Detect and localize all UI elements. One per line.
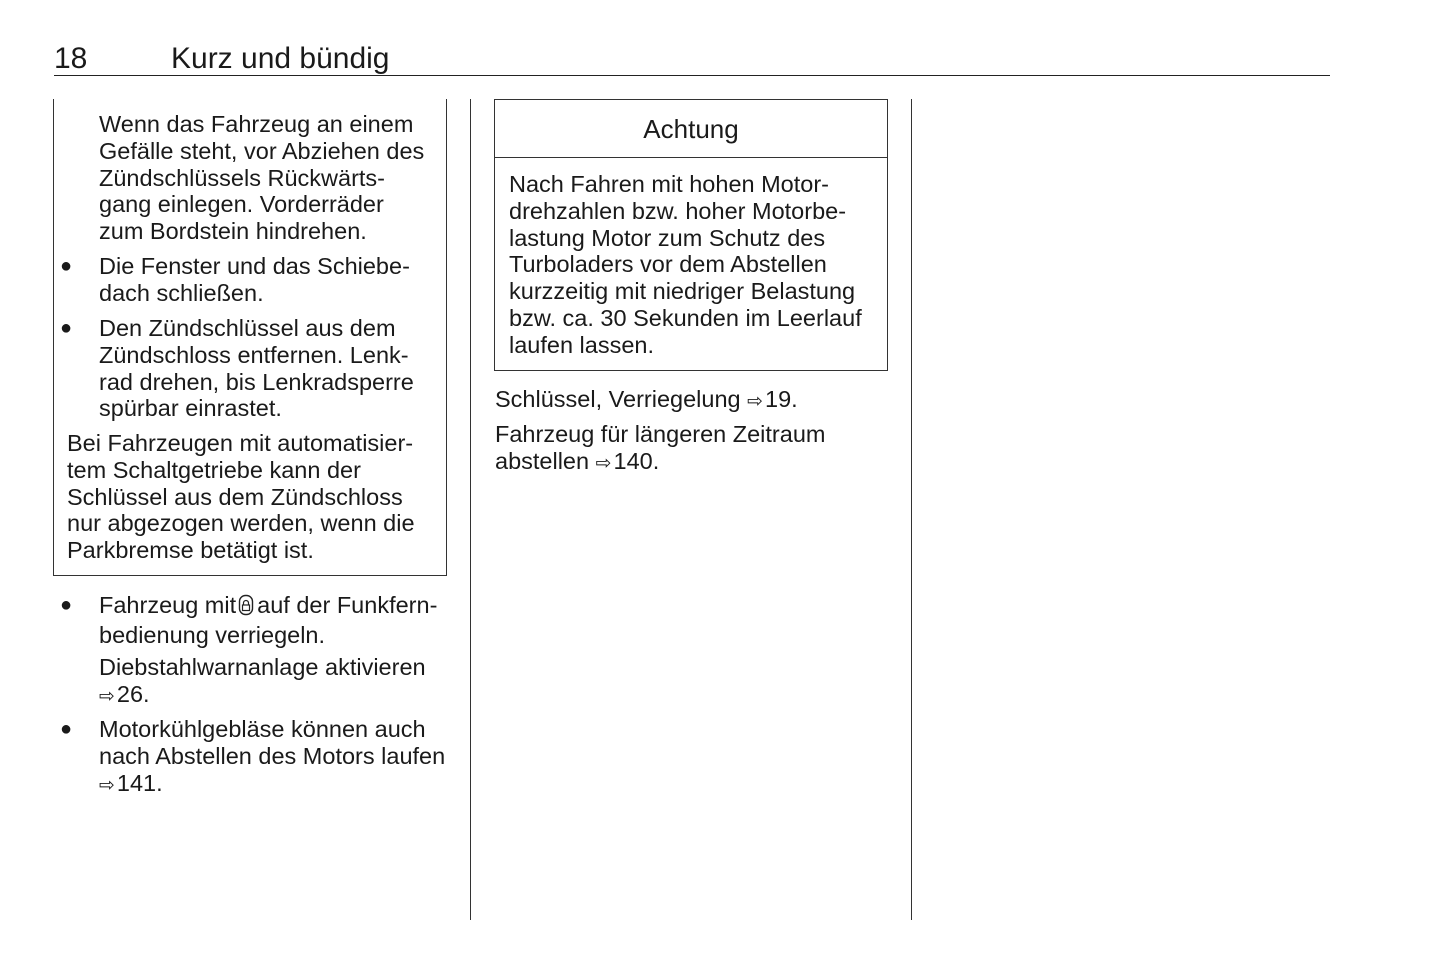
column-divider-2 [911,99,912,920]
bullet-icon: ● [60,255,73,277]
column-divider-1 [470,99,471,920]
bullet-icon: ● [60,718,73,740]
ref-arrow-icon: ⇨ [99,685,115,707]
cross-reference: Schlüssel, Verriegelung ⇨19. [495,386,798,416]
list-item: Die Fenster und das Schiebe- dach schließen. [99,253,410,306]
lock-icon [238,594,254,622]
sub-paragraph: Diebstahlwarnanlage aktivieren ⇨26. [99,654,426,711]
list-item: Motorkühlgebläse können auch nach Abstellen des Motors laufen ⇨141. [99,716,445,799]
page-reference[interactable]: 141. [116,769,163,796]
warning-header [495,100,887,158]
page-reference[interactable]: 140. [613,447,660,474]
list-item: Fahrzeug mit auf der Funkfern- bedienung verriegeln. [99,592,438,648]
ref-arrow-icon: ⇨ [747,391,764,412]
ref-arrow-icon: ⇨ [99,774,115,796]
page-title: Kurz und bündig [171,42,390,75]
continued-paragraph: Wenn das Fahrzeug an einem Gefälle steht, vor Abziehen des Zündschlüssels Rückwärts- gang einlegen. Vorderräder zum Bordstein hindrehen. [99,111,425,245]
warning-text: Nach Fahren mit hohen Motor- drehzahlen bzw. hoher Motorbe- lastung Motor zum Schutz des Turboladers vor dem Abstellen kurzzeitig mit niedriger Belastung bzw. ca. 30 Sekunden im Leerlauf laufen lassen. [509,171,862,358]
header-rule [54,75,1330,76]
page-number: 18 [54,42,88,75]
page-reference[interactable]: 26. [116,680,150,707]
bullet-icon: ● [60,594,73,616]
ref-arrow-icon: ⇨ [595,452,612,474]
list-item: Den Zündschlüssel aus dem Zündschloss entfernen. Lenk- rad drehen, bis Lenkradsperre spürbar einrastet. [99,315,414,422]
cross-reference: Fahrzeug für längeren Zeitraum abstellen ⇨140. [495,421,825,478]
bullet-icon: ● [60,317,73,339]
page-reference[interactable]: 19. [765,386,798,412]
note-paragraph: Bei Fahrzeugen mit automatisier- tem Schaltgetriebe kann der Schlüssel aus dem Zündschloss nur abgezogen werden, wenn die Parkbremse betätigt ist. [67,430,415,564]
warning-title: Achtung [643,113,739,144]
